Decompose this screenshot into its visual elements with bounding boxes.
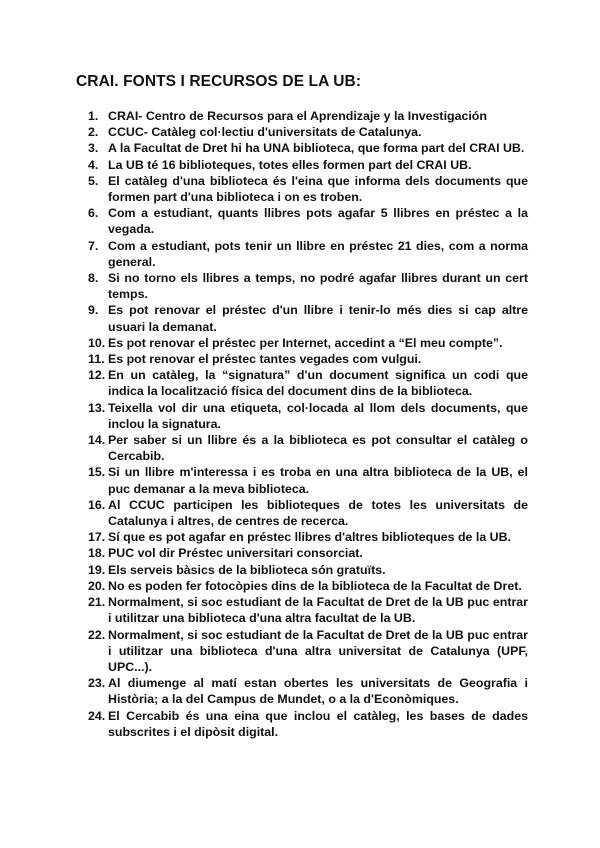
list-item-text: Com a estudiant, pots tenir un llibre en préstec 21 dies, com a norma general. (108, 238, 528, 269)
list-item-text: Es pot renovar el préstec tantes vegades com vulgui. (108, 352, 422, 367)
page-title: CRAI. FONTS I RECURSOS DE LA UB: (76, 73, 362, 90)
list-item-number: 23. (88, 676, 106, 691)
list-item-number: 9. (88, 303, 99, 318)
list-item (88, 124, 528, 140)
list-item-number: 22. (88, 627, 106, 642)
list-item-number: 16. (88, 497, 106, 512)
list-item-number: 10. (88, 335, 106, 350)
list-item-number: 13. (88, 400, 106, 415)
list-item (88, 238, 528, 270)
list-item-text: Al CCUC participen les biblioteques de totes les universitats de Catalunya i altres, de centres de recerca. (108, 497, 528, 529)
list-item-number: 11. (88, 352, 105, 367)
list-item-text: Els serveis bàsics de la biblioteca són gratuïts. (108, 562, 386, 577)
list-item-text: Si un llibre m'interessa i es troba en una altra biblioteca de la UB, el puc demanar a la meva biblioteca. (108, 465, 528, 496)
list-item (88, 367, 528, 399)
list-item-text: Normalment, si soc estudiant de la Facultat de Dret de la UB puc entrar i utilitzar una biblioteca d'una altra facultat de la UB. (108, 595, 528, 626)
list-item-number: 7. (88, 238, 99, 253)
list-item (88, 562, 528, 578)
list-item-number: 17. (88, 530, 106, 545)
list-item-text: Teixella vol dir una etiqueta, col·locada al llom dels documents, que inclou la signatura. (108, 400, 528, 431)
list-item (88, 708, 528, 740)
list-item-number: 14. (88, 433, 106, 448)
list-item-number: 12. (88, 368, 106, 383)
list-item (88, 464, 528, 496)
list-item-text: El Cercabib és una eina que inclou el catàleg, les bases de dades subscrites i el dipòsit digital. (108, 708, 528, 739)
list-item-text: Al diumenge al matí estan obertes les universitats de Geografia i Història; a la del Campus de Mundet, o a la d'Econòmiques. (108, 676, 528, 707)
list-item (88, 351, 528, 367)
list-item (88, 497, 528, 529)
list-item (88, 432, 528, 464)
list-item-text: CCUC- Catàleg col·lectiu d'universitats de Catalunya. (108, 125, 422, 140)
list-item-text: No es poden fer fotocòpies dins de la biblioteca de la Facultat de Dret. (108, 578, 522, 593)
list-item-text: Com a estudiant, quants llibres pots agafar 5 llibres en préstec a la vegada. (108, 206, 528, 237)
list-item-number: 20. (88, 578, 106, 593)
list-item-text: Sí que es pot agafar en préstec llibres d'altres biblioteques de la UB. (108, 530, 512, 545)
list-item-text: PUC vol dir Préstec universitari consorciat. (108, 546, 363, 561)
list-item-text: Normalment, si soc estudiant de la Facultat de Dret de la UB puc entrar i utilitzar una biblioteca d'una altra universitat de Catalunya (UPF, UPC...). (108, 627, 528, 674)
list-item (88, 108, 528, 124)
list-item-number: 3. (88, 141, 99, 156)
list-item (88, 157, 528, 173)
list-item-number: 5. (88, 173, 99, 188)
list-item-number: 15. (88, 465, 106, 480)
list-item-number: 6. (88, 206, 99, 221)
list-item-text: Es pot renovar el préstec per Internet, accedint a “El meu compte”. (108, 335, 503, 350)
list-item-text: Per saber si un llibre és a la biblioteca es pot consultar el catàleg o Cercabib. (108, 433, 528, 464)
list-item (88, 205, 528, 237)
list-item (88, 594, 528, 626)
list-item (88, 302, 528, 334)
list-item-text: En un catàleg, la “signatura” d'un document significa un codi que indica la localització física del document dins de la biblioteca. (108, 368, 528, 399)
list-item-number: 19. (88, 562, 106, 577)
list-item (88, 400, 528, 432)
list-item-text: Si no torno els llibres a temps, no podré agafar llibres durant un cert temps. (108, 271, 528, 302)
list-item-number: 21. (88, 595, 106, 610)
list-item-text: Es pot renovar el préstec d'un llibre i tenir-lo més dies si cap altre usuari la demanat. (108, 303, 528, 334)
list-item-number: 8. (88, 271, 99, 286)
list-item-text: El catàleg d'una biblioteca és l'eina que informa dels documents que formen part d'una biblioteca i on es troben. (108, 173, 528, 205)
list-item (88, 627, 528, 676)
list-item-number: 1. (88, 109, 99, 123)
list-item-text: CRAI- Centro de Recursos para el Aprendizaje y la Investigación (108, 109, 487, 123)
list-item (88, 270, 528, 302)
list-item-number: 18. (88, 546, 106, 561)
list-item-number: 24. (88, 708, 106, 723)
list-item (88, 675, 528, 707)
list-item (88, 140, 528, 156)
list-item (88, 545, 528, 561)
list-item-number: 4. (88, 157, 99, 172)
list-item-number: 2. (88, 125, 99, 140)
list-item (88, 335, 528, 351)
list-item (88, 173, 528, 205)
list-item-text: La UB té 16 biblioteques, totes elles formen part del CRAI UB. (108, 157, 472, 172)
list-item-text: A la Facultat de Dret hi ha UNA biblioteca, que forma part del CRAI UB. (108, 141, 525, 156)
list-item (88, 529, 528, 545)
list-item (88, 578, 528, 594)
numbered-list (88, 108, 528, 740)
